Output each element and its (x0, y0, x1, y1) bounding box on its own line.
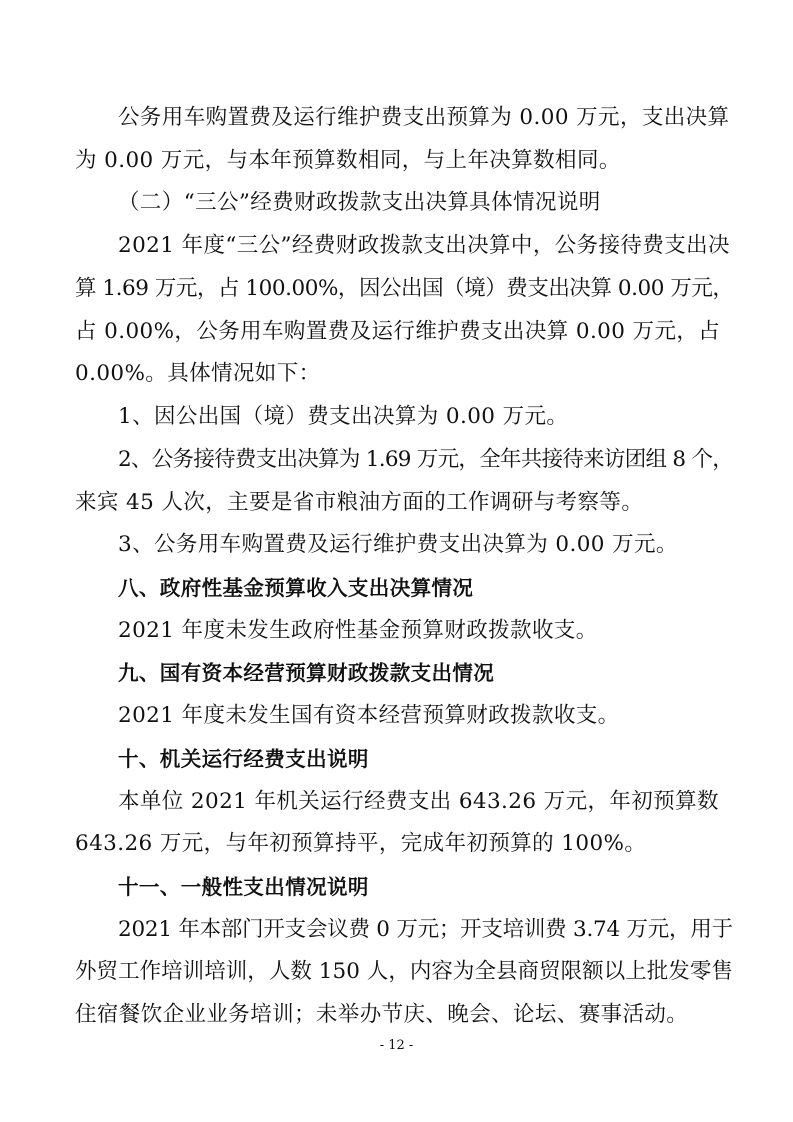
paragraph-line: 算 1.69 万元，占 100.00%，因公出国（境）费支出决算 0.00 万元， (75, 276, 734, 301)
list-item: 1、因公出国（境）费支出决算为 0.00 万元。 (118, 404, 569, 429)
paragraph-line: 为 0.00 万元，与本年预算数相同，与上年决算数相同。 (75, 148, 621, 173)
list-item: 3、公务用车购置费及运行维护费支出决算为 0.00 万元。 (118, 532, 678, 557)
section-heading: 九、国有资本经营预算财政拨款支出情况 (118, 661, 495, 685)
paragraph-line: 外贸工作培训培训，人数 150 人，内容为全县商贸限额以上批发零售 (75, 959, 733, 984)
paragraph-line: 来宾 45 人次，主要是省市粮油方面的工作调研与考察等。 (75, 490, 644, 515)
paragraph-line: 643.26 万元，与年初预算持平，完成年初预算的 100%。 (75, 831, 647, 856)
paragraph-line: 公务用车购置费及运行维护费支出预算为 0.00 万元，支出决算 (118, 105, 730, 130)
paragraph-line: 住宿餐饮企业业务培训；未举办节庆、晚会、论坛、赛事活动。 (75, 1002, 689, 1027)
paragraph-line: 0.00%。具体情况如下： (75, 361, 321, 386)
section-heading: 八、政府性基金预算收入支出决算情况 (118, 576, 474, 600)
paragraph-line: 2021 年本部门开支会议费 0 万元；开支培训费 3.74 万元，用于 (118, 917, 733, 942)
paragraph-line: 本单位 2021 年机关运行经费支出 643.26 万元，年初预算数 (118, 789, 719, 814)
paragraph-line: 2021 年度未发生政府性基金预算财政拨款收支。 (118, 618, 598, 643)
list-item: 2、公务接待费支出决算为 1.69 万元，全年共接待来访团组 8 个， (118, 447, 734, 472)
page-number: - 12 - (379, 1038, 414, 1053)
paragraph-line: 占 0.00%，公务用车购置费及运行维护费支出决算 0.00 万元，占 (75, 319, 721, 344)
paragraph-line: 2021 年度“三公”经费财政拨款支出决算中，公务接待费支出决 (118, 233, 730, 258)
section-subheading: （二）“三公”经费财政拨款支出决算具体情况说明 (118, 190, 601, 215)
section-heading: 十一、一般性支出情况说明 (118, 875, 369, 899)
paragraph-line: 2021 年度未发生国有资本经营预算财政拨款收支。 (118, 703, 620, 728)
section-heading: 十、机关运行经费支出说明 (118, 747, 369, 771)
